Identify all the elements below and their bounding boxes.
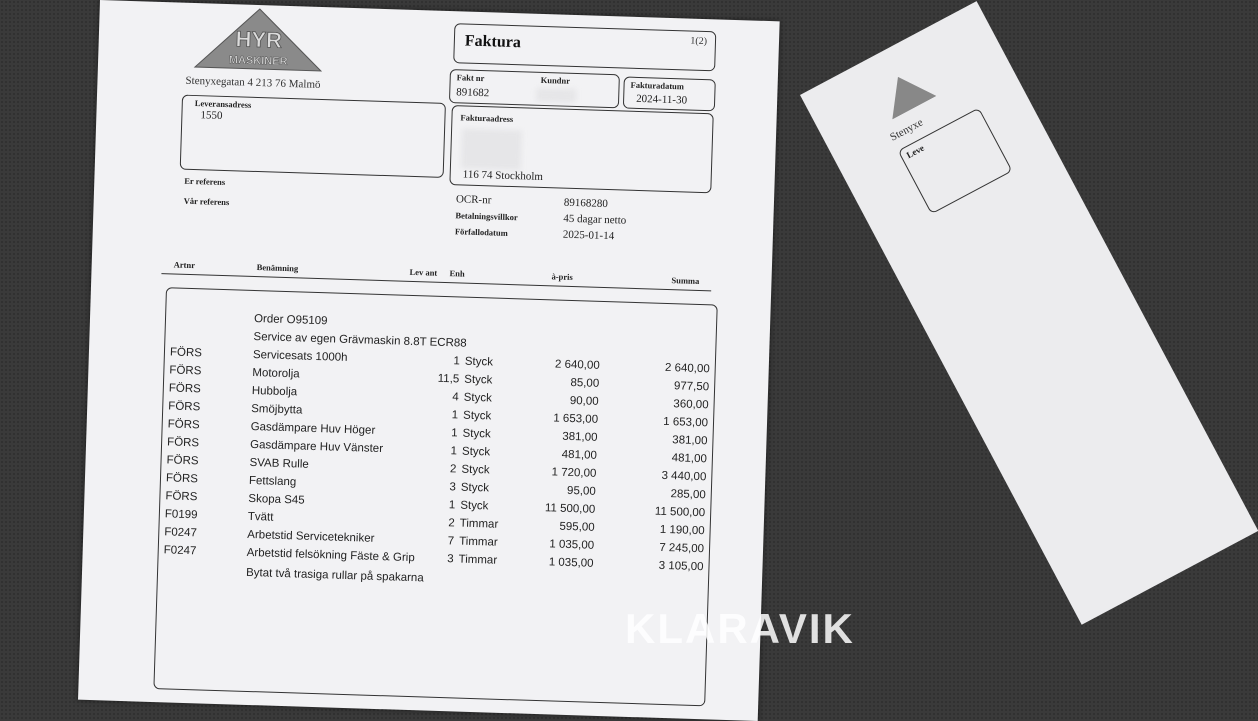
item-description: Hubbolja bbox=[251, 384, 298, 399]
item-total: 977,50 bbox=[673, 380, 710, 394]
invoice-date-box bbox=[623, 76, 716, 111]
col-delivered-qty: Lev ant bbox=[409, 266, 438, 278]
col-article-number: Artnr bbox=[173, 259, 196, 271]
invoice-number-label: Fakt nr bbox=[456, 72, 485, 84]
your-reference-label: Er referens bbox=[184, 175, 226, 188]
item-description: Arbetstid Servicetekniker bbox=[247, 528, 375, 545]
item-price: 11 500,00 bbox=[544, 502, 596, 516]
redacted-billing-name bbox=[461, 128, 522, 170]
item-art: F0247 bbox=[164, 526, 198, 540]
second-invoice-page bbox=[800, 1, 1258, 625]
item-total: 360,00 bbox=[673, 398, 709, 412]
item-qty: 1 bbox=[451, 409, 459, 422]
item-price: 2 640,00 bbox=[554, 358, 600, 372]
col-unit: Enh bbox=[449, 268, 465, 279]
item-unit: Styck bbox=[464, 373, 493, 387]
item-price: 481,00 bbox=[561, 448, 598, 462]
item-description: Gasdämpare Huv Höger bbox=[250, 420, 376, 437]
item-total: 1 190,00 bbox=[659, 523, 705, 538]
item-price: 1 035,00 bbox=[548, 556, 594, 570]
item-total: 3 105,00 bbox=[658, 559, 704, 574]
company-logo-fragment bbox=[876, 65, 937, 119]
item-total: 285,00 bbox=[670, 488, 706, 502]
payment-terms: 45 dagar netto bbox=[563, 212, 627, 227]
item-art: FÖRS bbox=[169, 364, 202, 378]
page-number: 1(2) bbox=[690, 35, 708, 48]
item-qty: 2 bbox=[448, 517, 455, 530]
invoice-title: Faktura bbox=[464, 32, 522, 52]
item-unit: Styck bbox=[464, 355, 494, 369]
item-total: 2 640,00 bbox=[664, 361, 710, 376]
item-qty: 11,5 bbox=[437, 372, 460, 386]
item-qty: 1 bbox=[448, 499, 456, 512]
item-total: 381,00 bbox=[672, 434, 708, 448]
col-total: Summa bbox=[671, 275, 700, 286]
invoice-header-box bbox=[453, 23, 716, 71]
items-column-header bbox=[161, 259, 711, 291]
item-unit: Styck bbox=[460, 481, 490, 495]
item-description: Motorolja bbox=[252, 366, 300, 381]
item-price: 95,00 bbox=[566, 484, 596, 498]
billing-address-city: 116 74 Stockholm bbox=[462, 168, 544, 183]
order-line-2: Service av egen Grävmaskin 8.8T ECR88 bbox=[253, 330, 467, 350]
item-art: FÖRS bbox=[165, 490, 198, 504]
item-art: FÖRS bbox=[168, 400, 201, 414]
item-price: 381,00 bbox=[562, 430, 598, 444]
item-art: FÖRS bbox=[167, 418, 200, 432]
item-description: SVAB Rulle bbox=[249, 456, 309, 471]
invoice-date-label: Fakturadatum bbox=[630, 79, 685, 92]
item-unit: Timmar bbox=[459, 517, 499, 531]
item-unit: Styck bbox=[463, 391, 492, 405]
item-qty: 1 bbox=[450, 445, 458, 458]
item-price: 595,00 bbox=[559, 520, 595, 534]
item-total: 1 653,00 bbox=[663, 415, 709, 430]
item-art: FÖRS bbox=[166, 436, 200, 450]
delivery-label-fragment: Leve bbox=[904, 142, 926, 161]
item-unit: Timmar bbox=[458, 553, 498, 567]
item-description: Gasdämpare Huv Vänster bbox=[249, 438, 384, 456]
logo-text-bottom: MASKINER bbox=[228, 54, 288, 68]
item-description: Arbetstid felsökning Fäste & Grip bbox=[246, 546, 415, 565]
item-art: FÖRS bbox=[166, 454, 199, 468]
col-unit-price: à-pris bbox=[551, 271, 573, 282]
item-art: F0199 bbox=[164, 508, 198, 522]
invoice-date: 2024-11-30 bbox=[635, 92, 688, 107]
delivery-address-value: 1550 bbox=[200, 109, 223, 122]
service-note: Bytat två trasiga rullar på spakarna bbox=[245, 566, 424, 585]
item-qty: 4 bbox=[452, 391, 459, 404]
redacted-customer-number bbox=[536, 88, 576, 103]
item-description: Skopa S45 bbox=[248, 492, 305, 507]
item-price: 1 653,00 bbox=[553, 412, 599, 426]
delivery-address-label: Leveransadress bbox=[194, 98, 252, 110]
our-reference-label: Vår referens bbox=[183, 195, 230, 208]
item-qty: 3 bbox=[449, 481, 457, 494]
item-price: 1 035,00 bbox=[549, 538, 595, 552]
item-unit: Timmar bbox=[458, 535, 498, 549]
item-art: FÖRS bbox=[165, 472, 199, 486]
item-qty: 1 bbox=[453, 355, 461, 368]
item-unit: Styck bbox=[461, 445, 491, 459]
item-qty: 2 bbox=[449, 463, 457, 476]
ocr-label: OCR-nr bbox=[455, 193, 492, 207]
item-price: 85,00 bbox=[570, 376, 600, 390]
item-description: Servicesats 1000h bbox=[252, 348, 348, 364]
item-description: Tvätt bbox=[247, 510, 274, 524]
delivery-address-box bbox=[180, 95, 446, 178]
item-total: 11 500,00 bbox=[654, 505, 706, 520]
col-description: Benämning bbox=[256, 262, 299, 274]
item-total: 7 245,00 bbox=[659, 541, 705, 556]
order-line-1: Order O95109 bbox=[253, 312, 328, 328]
logo-text-top: HYR bbox=[235, 26, 283, 53]
item-qty: 1 bbox=[450, 427, 458, 440]
ocr-number: 89168280 bbox=[563, 196, 609, 211]
invoice-number: 891682 bbox=[456, 86, 490, 100]
billing-address-box bbox=[449, 105, 713, 193]
company-logo bbox=[193, 5, 325, 71]
item-art: F0247 bbox=[163, 544, 197, 558]
item-price: 90,00 bbox=[569, 394, 599, 408]
item-unit: Styck bbox=[462, 427, 491, 441]
customer-number-label: Kundnr bbox=[540, 74, 571, 86]
item-qty: 3 bbox=[447, 553, 454, 566]
item-unit: Styck bbox=[460, 499, 489, 513]
item-total: 481,00 bbox=[671, 452, 708, 466]
item-description: Smöjbytta bbox=[251, 402, 303, 417]
item-art: FÖRS bbox=[168, 382, 201, 396]
billing-address-label: Fakturaadress bbox=[460, 112, 514, 125]
item-art: FÖRS bbox=[169, 346, 203, 360]
item-price: 1 720,00 bbox=[551, 466, 597, 480]
invoice-number-box bbox=[449, 69, 620, 108]
item-total: 3 440,00 bbox=[661, 469, 707, 484]
due-date-label: Förfallodatum bbox=[454, 226, 508, 238]
watermark-logo: KLARAVIK bbox=[625, 605, 855, 652]
payment-terms-label: Betalningsvillkor bbox=[455, 210, 518, 223]
item-unit: Styck bbox=[462, 409, 492, 423]
item-unit: Styck bbox=[461, 463, 490, 477]
due-date: 2025-01-14 bbox=[562, 228, 615, 243]
item-description: Fettslang bbox=[248, 474, 297, 489]
company-address: Stenyxegatan 4 213 76 Malmö bbox=[185, 74, 321, 91]
address-fragment: Stenyxe bbox=[888, 116, 926, 144]
item-qty: 7 bbox=[447, 535, 455, 548]
